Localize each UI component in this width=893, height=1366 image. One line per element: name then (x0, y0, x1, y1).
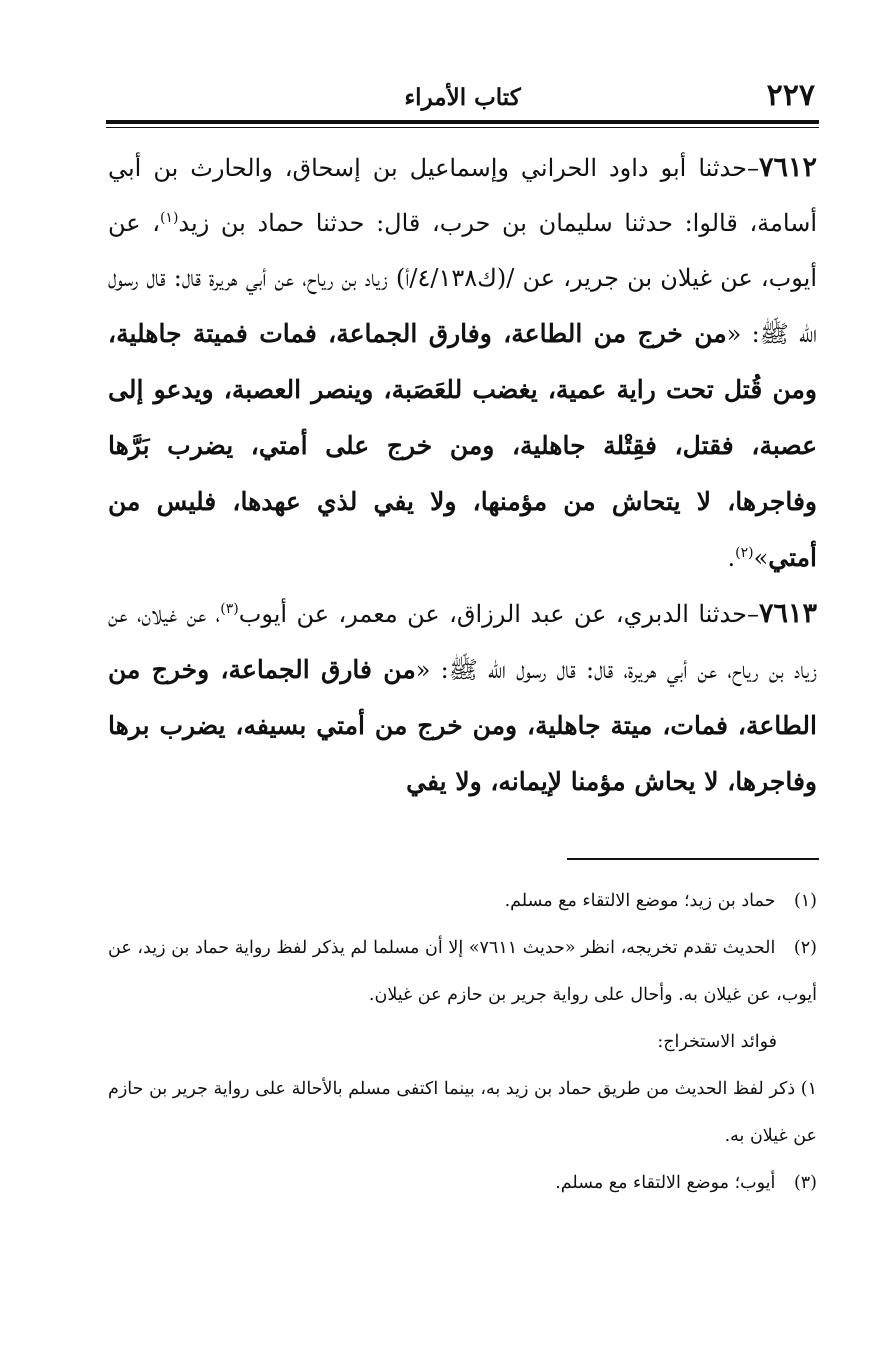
footnote-3 (108, 1160, 817, 1207)
close-quote: » (753, 544, 769, 572)
isnad-text: ، عن غيلان، عن زياد بن رياح، عن أبي هريرة، قال: قال رسول الله ﷺ: « (108, 600, 817, 684)
isnad-text: –حدثنا الدبري، عن عبد الرزاق، عن معمر، عن أيوب (238, 600, 759, 628)
benefits-title: فوائد الاستخراج: (657, 1032, 777, 1052)
footnote-text: حماد بن زيد؛ موضع الالتقاء مع مسلم. (504, 891, 776, 911)
footnote-number: (٢) (793, 938, 817, 958)
main-text (108, 140, 817, 810)
benefit-item: ١) ذكر لفظ الحديث من طريق حماد بن زيد به، بينما اكتفى مسلم بالأحالة على رواية جرير بن حازم عن غيلان به. (108, 1079, 817, 1146)
footnote-2 (108, 925, 817, 1019)
isnad-text: ، عن أيوب، عن غيلان بن جرير، عن /(ك٤/١٣٨/أ) زياد بن رياح، عن أبي هريرة قال: قال رسول الله ﷺ: « (108, 209, 818, 348)
book-title: كتاب الأمراء (404, 84, 521, 111)
page-number: ٢٢٧ (766, 78, 815, 113)
matn-text: من فارق الجماعة، وخرج من الطاعة، فمات، ميتة جاهلية، ومن خرج من أمتي بسيفه، يضرب برها وفاجرها، لا يحاش مؤمنا لإيمانه، ولا يفي (108, 655, 817, 796)
footnote-divider (567, 858, 819, 860)
footnote-text: أيوب؛ موضع الالتقاء مع مسلم. (555, 1173, 776, 1193)
footnote-number: (٣) (793, 1173, 817, 1193)
isnad-text: –حدثنا أبو داود الحراني وإسماعيل بن إسحاق، والحارث بن أبي أسامة، قالوا: حدثنا سليمان بن حرب، قال: حدثنا حماد بن زيد (108, 154, 817, 237)
matn-text: من خرج من الطاعة، وفارق الجماعة، فمات فميتة جاهلية، ومن قُتل تحت راية عمية، يغضب للعَصَبة، وينصر العصبة، ويدعو إلى عصبة، فقتل، فقِتْلة جاهلية، ومن خرج على أمتي، يضرب بَرَّها وفاجرها، لا يتحاش من مؤمنها، ولا يفي لذي عهدها، فليس من أمتي (108, 319, 817, 572)
footnote-1 (108, 878, 817, 925)
hadith-number: ٧٦١٢ (758, 152, 817, 183)
running-header (106, 78, 819, 118)
footnote-ref[interactable]: (٢) (735, 545, 754, 561)
header-rule-thick (106, 120, 819, 124)
footnotes (108, 878, 817, 1207)
hadith-7612 (108, 140, 817, 586)
footnote-number: (١) (793, 891, 817, 911)
footnote-ref[interactable]: (٣) (220, 601, 239, 617)
header-rule-thin (106, 127, 819, 128)
hadith-number: ٧٦١٣ (758, 598, 817, 629)
footnote-ref[interactable]: (١) (159, 210, 179, 226)
footnote-text: الحديث تقدم تخريجه، انظر «حديث ٧٦١١» إلا أن مسلما لم يذكر لفظ رواية حماد بن زيد، عن أيوب، عن غيلان به. وأحال على رواية جرير بن حازم عن غيلان. (108, 938, 817, 1005)
hadith-7613 (108, 586, 817, 810)
end-mark: . (727, 544, 736, 572)
